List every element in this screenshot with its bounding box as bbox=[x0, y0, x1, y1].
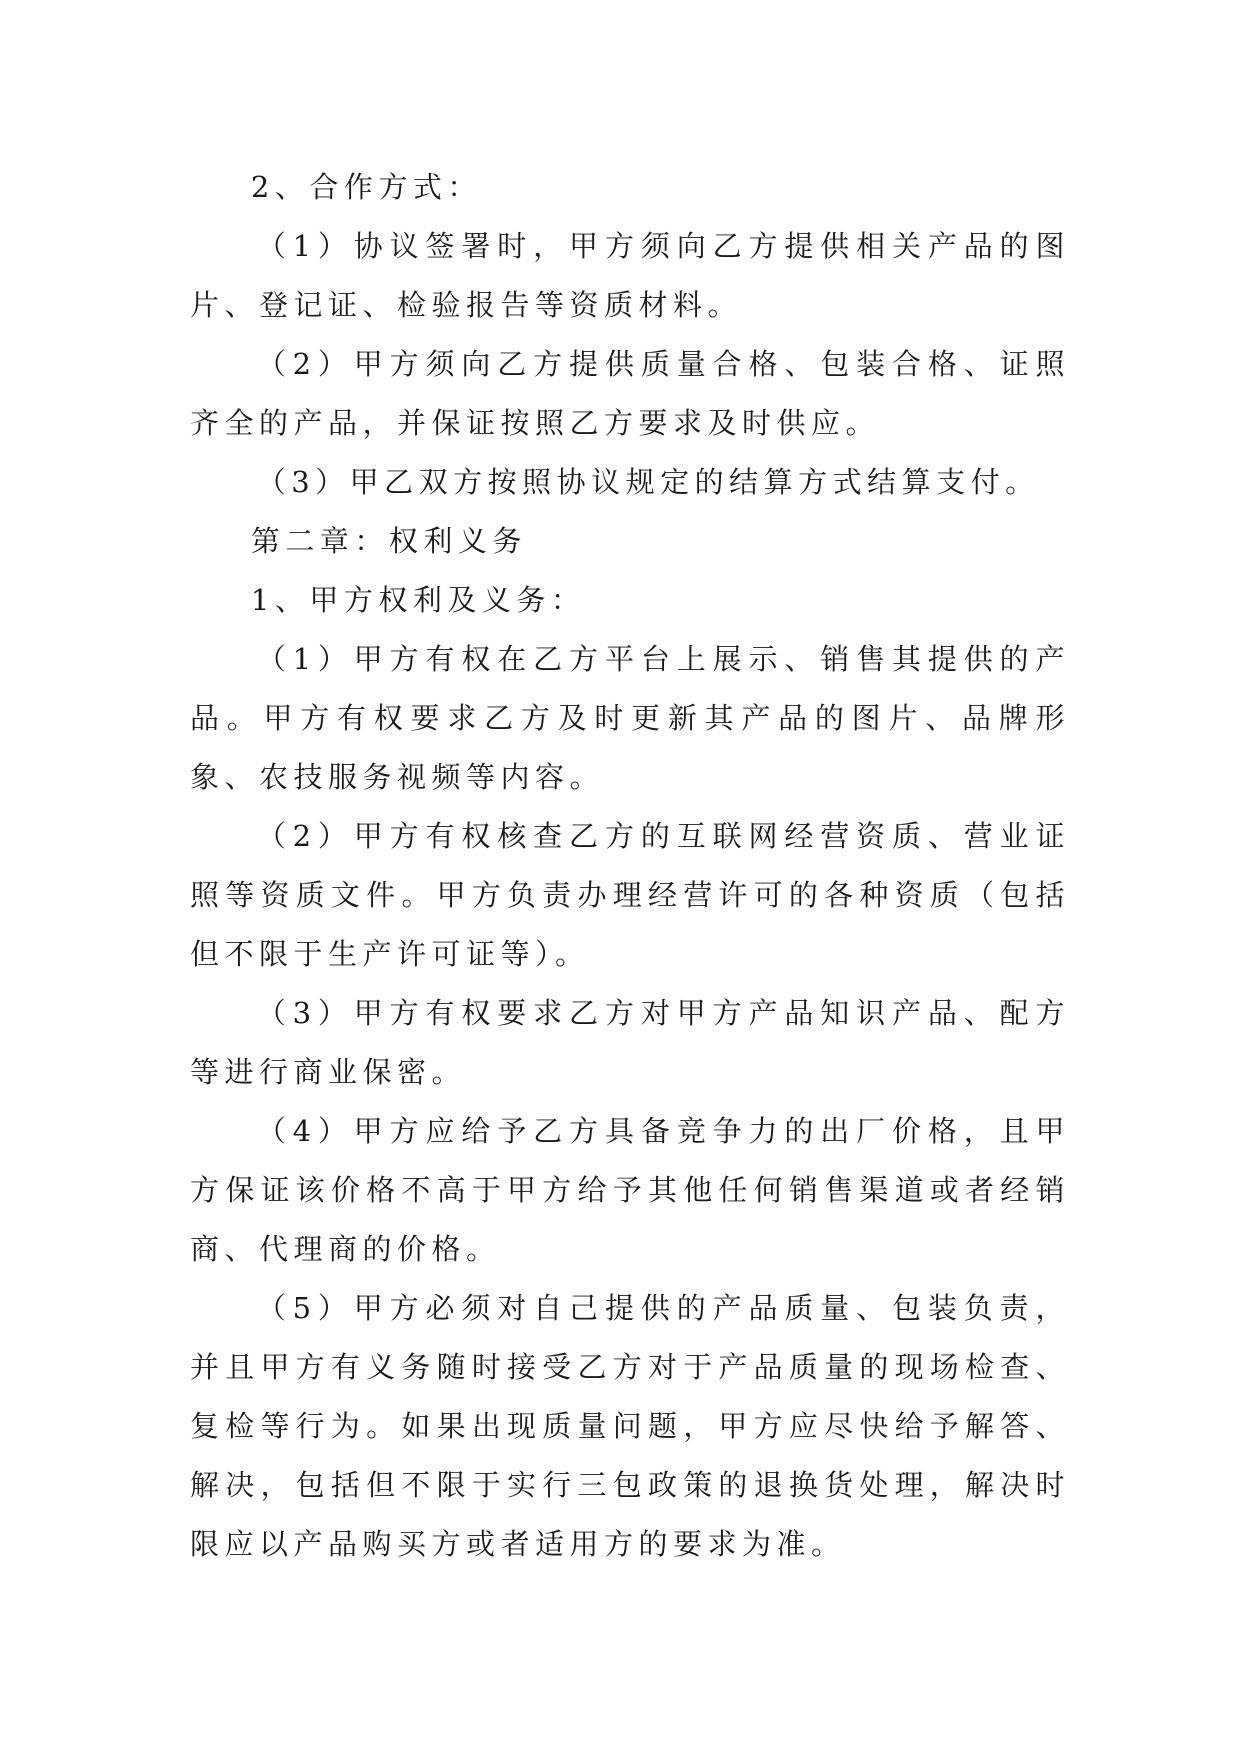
section-heading-party-a-rights: 1、甲方权利及义务： bbox=[250, 583, 586, 617]
paragraph-party-a-item-4: （4）甲方应给予乙方具备竞争力的出厂价格，且甲方保证该价格不高于甲方给予其他任何销售渠道或者经销商、代理商的价格。 bbox=[190, 1114, 1070, 1266]
paragraph-cooperation-item-2: （2）甲方须向乙方提供质量合格、包装合格、证照齐全的产品，并保证按照乙方要求及时供应。 bbox=[190, 347, 1070, 440]
paragraph-party-a-item-1: （1）甲方有权在乙方平台上展示、销售其提供的产品。甲方有权要求乙方及时更新其产品的图片、品牌形象、农技服务视频等内容。 bbox=[190, 642, 1070, 794]
paragraph-cooperation-item-1: （1）协议签署时，甲方须向乙方提供相关产品的图片、登记证、检验报告等资质材料。 bbox=[190, 229, 1070, 322]
paragraph-party-a-item-2: （2）甲方有权核查乙方的互联网经营资质、营业证照等资质文件。甲方负责办理经营许可的各种资质（包括但不限于生产许可证等）。 bbox=[190, 819, 1070, 971]
paragraph-cooperation-item-3: （3）甲乙双方按照协议规定的结算方式结算支付。 bbox=[256, 465, 1040, 499]
chapter-heading-rights-obligations: 第二章：权利义务 bbox=[250, 524, 527, 558]
section-heading-cooperation-mode: 2、合作方式： bbox=[250, 170, 482, 204]
document-body bbox=[190, 158, 1070, 1574]
paragraph-party-a-item-3: （3）甲方有权要求乙方对甲方产品知识产品、配方等进行商业保密。 bbox=[190, 996, 1070, 1089]
paragraph-party-a-item-5: （5）甲方必须对自己提供的产品质量、包装负责，并且甲方有义务随时接受乙方对于产品质量的现场检查、复检等行为。如果出现质量问题，甲方应尽快给予解答、解决，包括但不限于实行三包政策的退换货处理，解决时限应以产品购买方或者适用方的要求为准。 bbox=[190, 1291, 1070, 1561]
